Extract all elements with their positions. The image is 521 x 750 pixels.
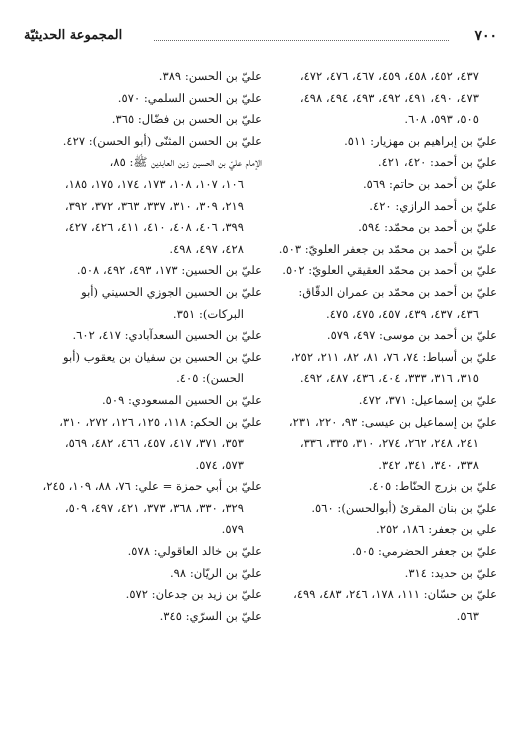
- index-entry: عليّ بن أحمد بن موسى: ٤٩٧، ٥٧٩.: [326, 328, 497, 343]
- index-entry-continuation: ٤٣٧، ٤٥٢، ٤٥٨، ٤٥٩، ٤٦٧، ٤٧٦، ٤٧٢،: [299, 69, 479, 83]
- index-entry: عليّ بن الحسين السعدآبادي: ٤١٧، ٦٠٢.: [72, 328, 262, 343]
- index-entry: علي بن جعفر: ١٨٦، ٢٥٢.: [376, 522, 497, 537]
- index-entry: عليّ بن أحمد بن محمّد: ٥٩٤.: [358, 220, 497, 235]
- index-entry-continuation: ٥٦٣.: [456, 608, 479, 623]
- index-entry-continuation: ٥٧٩.: [221, 522, 244, 537]
- index-entry-continuation: ٣١٥، ٣١٦، ٣٣٣، ٤٠٤، ٤٣٦، ٤٨٧، ٤٩٢.: [299, 371, 479, 386]
- index-entry-continuation: ٤٢٨، ٤٩٧، ٤٩٨.: [169, 241, 244, 256]
- index-entry-continuation: ١٠٦، ١٠٧، ١٠٨، ١٧٣، ١٧٤، ١٧٥، ١٨٥،: [64, 176, 244, 191]
- index-entry: الإمام عليّ بن الحسين زين العابدين ﷺ: ٨٥،: [109, 155, 262, 170]
- index-entry: عليّ بن إسماعيل بن عيسى: ٩٣، ٢٢٠، ٢٣١،: [288, 414, 497, 429]
- index-entry: عليّ بن الحسين: ١٧٣، ٤٩٣، ٤٩٢، ٥٠٨.: [76, 263, 262, 278]
- page-header: [24, 28, 497, 50]
- index-entry: عليّ بن حديد: ٣١٤.: [404, 565, 497, 580]
- index-entry-continuation: ٥٠٥، ٥٩٣، ٦٠٨.: [404, 112, 479, 127]
- index-entry: عليّ بن أحمد بن محمّد العقيقي العلويّ: ٥٠٢.: [282, 263, 497, 278]
- header-dotted-rule: [154, 40, 449, 41]
- index-entry: عليّ بن جعفر الحضرمي: ٥٠٥.: [351, 544, 497, 559]
- running-title: المجموعة الحديثيّة: [24, 28, 123, 43]
- index-entry: عليّ بن أحمد بن محمّد بن جعفر العلويّ: ٥٠٣.: [278, 241, 497, 256]
- page-number: ٧٠٠: [474, 28, 497, 44]
- index-entry: عليّ بن الحسين المسعودي: ٥٠٩.: [101, 392, 262, 407]
- index-entry-continuation: ٣٢٩، ٣٣٠، ٣٦٨، ٣٧٣، ٤٢١، ٤٩٧، ٥٠٩،: [64, 500, 244, 515]
- index-entry-continuation: ٣٩٩، ٤٠٦، ٤٠٨، ٤١٠، ٤١١، ٤٢٦، ٤٢٧،: [64, 220, 244, 235]
- index-entry: عليّ بن أحمد بن محمّد بن عمران الدقّاق:: [298, 284, 497, 299]
- index-entry: عليّ بن أحمد بن حاتم: ٥٦٩.: [362, 176, 497, 191]
- index-entry: عليّ بن الحسن: ٣٨٩.: [158, 69, 262, 83]
- index-entry: عليّ بن بنان المقرئ (أبوالحسن): ٥٦٠.: [311, 500, 497, 515]
- index-entry: عليّ بن إسماعيل: ٣٧١، ٤٧٢.: [358, 392, 497, 407]
- index-entry: عليّ بن إبراهيم بن مهزيار: ٥١١.: [344, 133, 497, 148]
- index-entry: عليّ بن أحمد الرازي: ٤٢٠.: [369, 198, 497, 213]
- index-entry-continuation: ٣٣٨، ٣٤٠، ٣٤١، ٣٤٢.: [378, 457, 479, 472]
- index-entry-continuation: ٢١٩، ٣٠٩، ٣١٠، ٣٣٧، ٣٦٣، ٣٧٢، ٣٩٢،: [64, 198, 244, 213]
- index-entry: عليّ بن زيد بن جدعان: ٥٧٢.: [125, 587, 262, 602]
- index-entry: عليّ بن خالد العاقولي: ٥٧٨.: [127, 544, 262, 559]
- index-entry: عليّ بن السرّي: ٣٤٥.: [159, 608, 262, 623]
- index-column-left: [24, 66, 262, 627]
- index-column-right: [259, 66, 497, 627]
- index-entry: عليّ بن الحسين بن سفيان بن يعقوب (أبو: [63, 349, 262, 364]
- index-entry: عليّ بن بزرج الحنّاط: ٤٠٥.: [368, 479, 497, 494]
- index-entry-continuation: ٥٧٣، ٥٧٤.: [195, 457, 244, 472]
- index-entry: عليّ بن الحسن السلمي: ٥٧٠.: [117, 90, 262, 105]
- index-entry: عليّ بن الحكم: ١١٨، ١٢٥، ١٢٦، ٢٧٢، ٣١٠،: [59, 414, 262, 429]
- index-entry: عليّ بن أحمد: ٤٢٠، ٤٢١.: [377, 155, 497, 170]
- index-entry: عليّ بن أسباط: ٧٤، ٧٦، ٨١، ٨٢، ٢١١، ٢٥٢،: [290, 349, 497, 364]
- index-entry: عليّ بن حسّان: ١١١، ١٧٨، ٢٤٦، ٤٨٣، ٤٩٩،: [293, 587, 497, 602]
- index-entry-continuation: الحسن): ٤٠٥.: [176, 371, 244, 386]
- index-entry-continuation: ٤٧٣، ٤٩٠، ٤٩١، ٤٩٢، ٤٩٣، ٤٩٤، ٤٩٨،: [299, 90, 479, 105]
- index-entry: عليّ بن الحسن بن فضّال: ٣٦٥.: [111, 112, 262, 127]
- index-entry-continuation: ٣٥٣، ٣٧١، ٤١٧، ٤٥٧، ٤٦٦، ٤٨٢، ٥٦٩،: [64, 436, 244, 451]
- index-entry: عليّ بن الحسين الجوزي الحسيني (أبو: [81, 284, 262, 299]
- index-entry: عليّ بن الحسن المثنّى (أبو الحسن): ٤٢٧.: [62, 133, 262, 148]
- index-entry-continuation: البركات): ٣٥١.: [172, 306, 244, 321]
- index-entry-continuation: ٤٣٦، ٤٣٧، ٤٣٩، ٤٥٧، ٤٧٥، ٤٧٥.: [326, 306, 479, 321]
- index-entry: عليّ بن أبي حمزة = علي: ٧٦، ٨٨، ١٠٩، ٢٤٥،: [42, 479, 262, 494]
- index-entry-continuation: ٢٤١، ٢٤٨، ٢٦٢، ٢٧٤، ٣١٠، ٣٣٥، ٣٣٦،: [299, 436, 479, 451]
- index-entry: عليّ بن الريّان: ٩٨.: [169, 565, 262, 580]
